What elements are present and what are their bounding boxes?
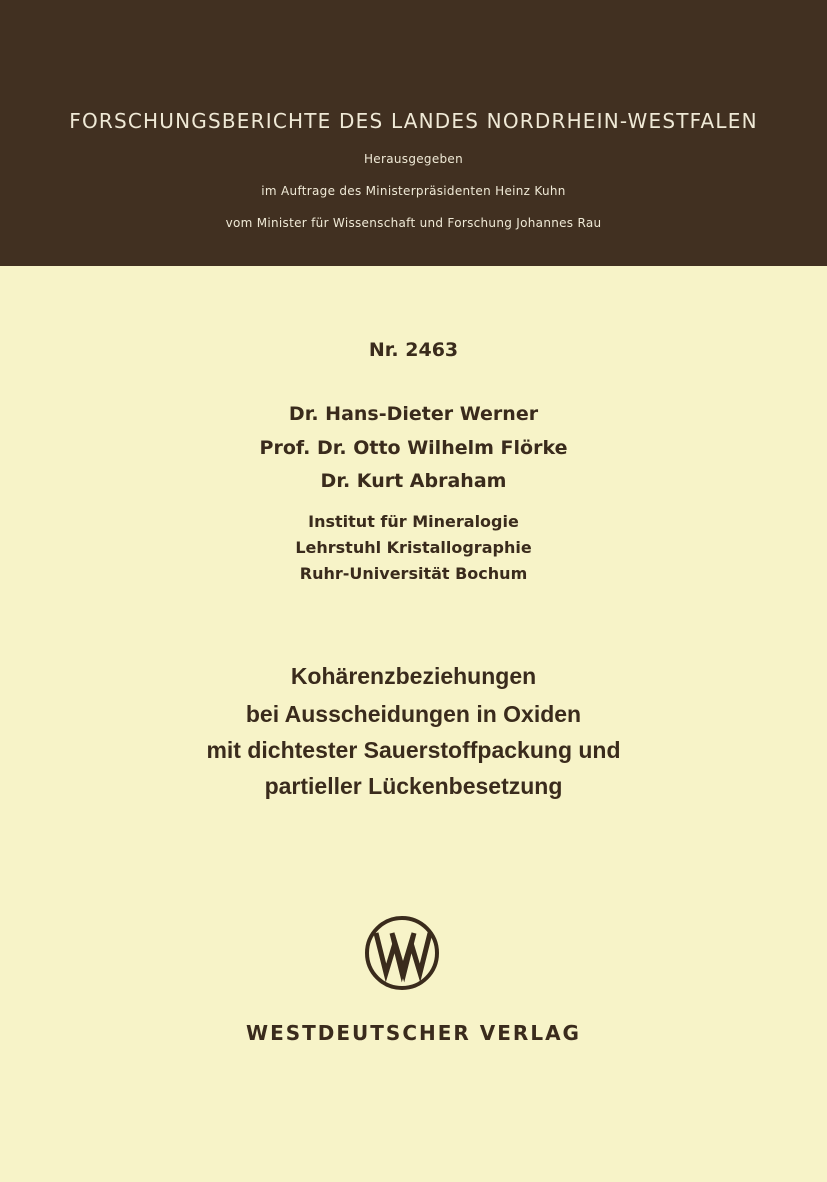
title-line-4: partieller Lückenbesetzung: [264, 773, 563, 799]
ww-circle-logo-icon: [364, 915, 440, 991]
institution-line-2: Lehrstuhl Kristallographie: [295, 538, 532, 557]
header-band: [0, 0, 827, 266]
institution-line-1: Institut für Mineralogie: [308, 512, 519, 531]
report-number: Nr. 2463: [368, 339, 459, 361]
header-line-editor: Herausgegeben: [363, 152, 464, 166]
author-3: Dr. Kurt Abraham: [320, 470, 507, 492]
header-line-commission: im Auftrage des Ministerpräsidenten Heinz Kuhn: [261, 184, 566, 198]
title-line-3: mit dichtester Sauerstoffpackung und: [206, 737, 621, 763]
author-2: Prof. Dr. Otto Wilhelm Flörke: [259, 437, 568, 459]
title-line-1: Kohärenzbeziehungen: [290, 663, 537, 689]
series-title: FORSCHUNGSBERICHTE DES LANDES NORDRHEIN-WESTFALEN: [69, 109, 758, 133]
publisher-name: WESTDEUTSCHER VERLAG: [246, 1021, 581, 1045]
author-1: Dr. Hans-Dieter Werner: [288, 403, 539, 425]
header-line-minister: vom Minister für Wissenschaft und Forschung Johannes Rau: [225, 216, 602, 230]
institution-line-3: Ruhr-Universität Bochum: [299, 564, 528, 583]
title-line-2: bei Ausscheidungen in Oxiden: [245, 701, 582, 727]
